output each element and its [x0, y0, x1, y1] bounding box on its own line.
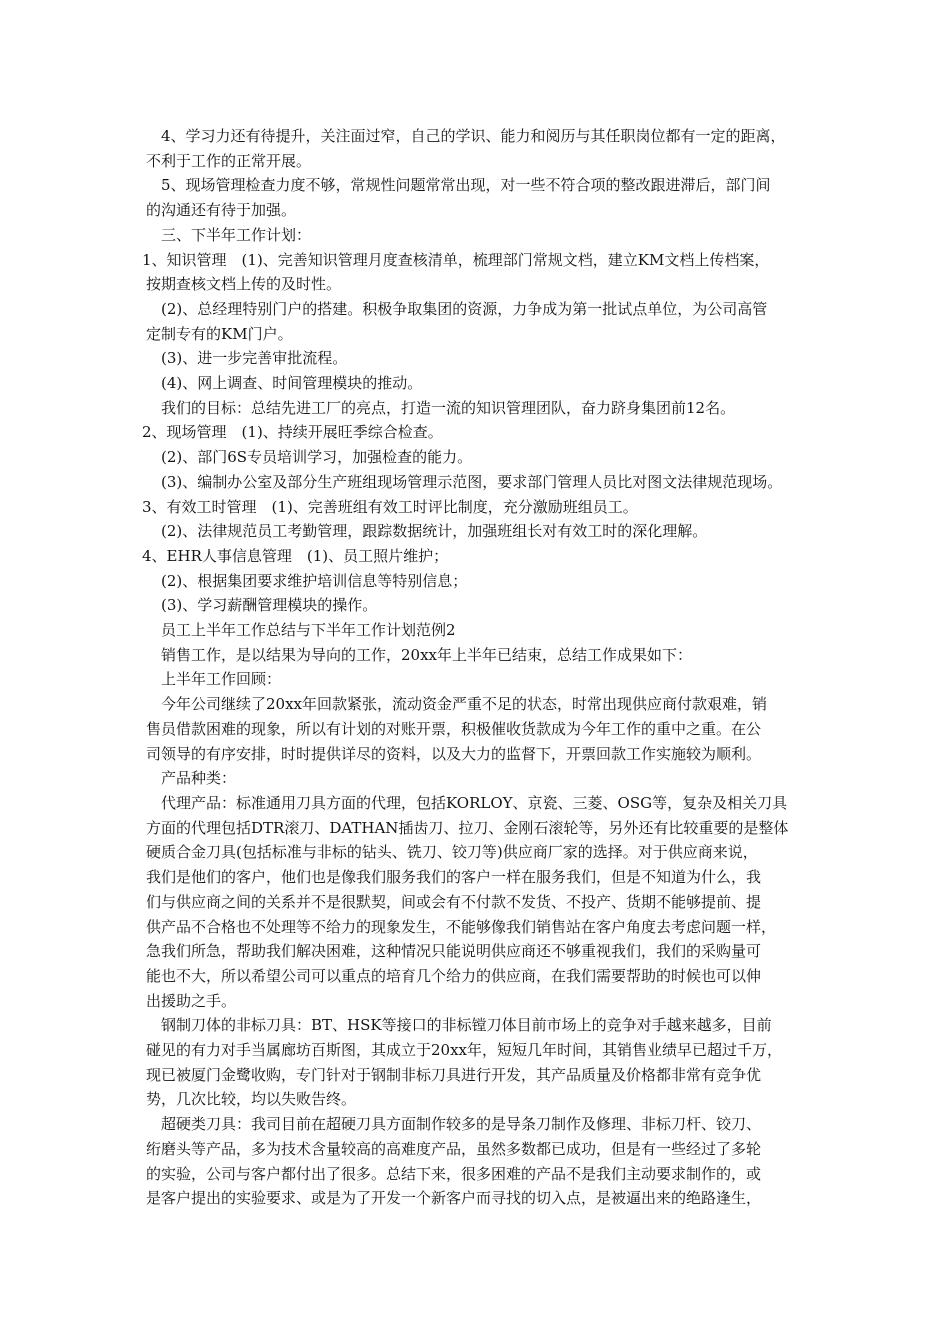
text-line: 司领导的有序安排，时时提供详尽的资料，以及大力的监督下，开票回款工作实施较为顺利。 [146, 744, 762, 763]
text-line: 上半年工作回顾： [161, 670, 282, 689]
text-line: 产品种类： [161, 769, 237, 788]
text-line: 4、EHR人事信息管理 (1)、员工照片维护； [142, 546, 449, 565]
text-line: 的实验，公司与客户都付出了很多。总结下来，很多困难的产品不是我们主动要求制作的，或 [146, 1164, 762, 1183]
text-line: 们与供应商之间的关系并不是很默契，间或会有不付款不发货、不投产、货期不能够提前、提 [146, 892, 762, 911]
text-line: 能也不大，所以希望公司可以重点的培育几个给力的供应商，在我们需要帮助的时候也可以伸 [146, 966, 762, 985]
text-line: 碰见的有力对手当属廊坊百斯图，其成立于20xx年，短短几年时间，其销售业绩早已超过千万， [146, 1041, 783, 1060]
text-line: 定制专有的KM门户。 [146, 324, 293, 343]
text-line: (4)、网上调查、时间管理模块的推动。 [161, 374, 423, 393]
text-line: (2)、根据集团要求维护培训信息等特别信息； [161, 571, 468, 590]
text-line: 的沟通还有待于加强。 [146, 201, 297, 220]
text-line: 出援助之手。 [146, 991, 237, 1010]
text-line: 硬质合金刀具(包括标准与非标的钻头、铣刀、铰刀等)供应商厂家的选择。对于供应商来说， [146, 843, 758, 862]
text-line: 我们的目标：总结先进工厂的亮点，打造一流的知识管理团队，奋力跻身集团前12名。 [161, 398, 736, 417]
text-line: 方面的代理包括DTR滚刀、DATHAN插齿刀、拉刀、金刚石滚轮等，另外还有比较重要的是整体 [146, 818, 789, 837]
text-line: 供产品不合格也不处理等不给力的现象发生，不能够像我们销售站在客户角度去考虑问题一样， [146, 917, 777, 936]
text-line: 代理产品：标准通用刀具方面的代理，包括KORLOY、京瓷、三菱、OSG等，复杂及相关刀具 [161, 793, 788, 812]
text-line: (2)、总经理特别门户的搭建。积极争取集团的资源，力争成为第一批试点单位，为公司高管 [161, 299, 768, 318]
text-line: 3、有效工时管理 (1)、完善班组有效工时评比制度，充分激励班组员工。 [142, 497, 638, 516]
text-line: (2)、法律规范员工考勤管理，跟踪数据统计，加强班组长对有效工时的深化理解。 [161, 522, 708, 541]
text-line: 1、知识管理 (1)、完善知识管理月度查核清单，梳理部门常规文档，建立KM文档上传档案， [142, 250, 770, 269]
text-line: 绗磨头等产品，多为技术含量较高的高难度产品，虽然多数都已成功，但是有一些经过了多轮 [146, 1139, 762, 1158]
text-line: (3)、进一步完善审批流程。 [161, 349, 348, 368]
text-line: 按期查核文档上传的及时性。 [146, 275, 342, 294]
text-line: 2、现场管理 (1)、持续开展旺季综合检查。 [142, 423, 443, 442]
document-body [142, 124, 826, 1211]
text-line: 超硬类刀具：我司目前在超硬刀具方面制作较多的是导条刀制作及修理、非标刀杆、铰刀、 [161, 1115, 762, 1134]
text-line: (3)、学习薪酬管理模块的操作。 [161, 596, 378, 615]
text-line: 势，几次比较，均以失败告终。 [146, 1090, 357, 1109]
text-line: 5、现场管理检查力度不够，常规性问题常常出现，对一些不符合项的整改跟进滞后，部门间 [161, 176, 771, 195]
text-line: (2)、部门6S专员培训学习，加强检查的能力。 [161, 448, 473, 467]
text-line: 我们是他们的客户，他们也是像我们服务我们的客户一样在服务我们，但是不知道为什么，我 [146, 868, 762, 887]
text-line: 售员借款困难的现象，所以有计划的对账开票，积极催收货款成为今年工作的重中之重。在公 [146, 719, 762, 738]
text-line: 三、下半年工作计划： [161, 225, 312, 244]
text-line: (3)、编制办公室及部分生产班组现场管理示范图，要求部门管理人员比对图文法律规范现场。 [161, 472, 783, 491]
text-line: 员工上半年工作总结与下半年工作计划范例2 [161, 621, 456, 640]
text-line: 现已被厦门金鹭收购，专门针对于钢制非标刀具进行开发，其产品质量及价格都非常有竞争优 [146, 1065, 762, 1084]
text-line: 销售工作，是以结果为导向的工作，20xx年上半年已结束，总结工作成果如下： [161, 645, 693, 664]
text-line: 钢制刀体的非标刀具：BT、HSK等接口的非标镗刀体目前市场上的竞争对手越来越多，目前 [161, 1016, 772, 1035]
text-line: 不利于工作的正常开展。 [146, 151, 312, 170]
text-line: 是客户提出的实验要求、或是为了开发一个新客户而寻找的切入点，是被逼出来的绝路逢生， [146, 1189, 762, 1208]
text-line: 急我们所急，帮助我们解决困难，这种情况只能说明供应商还不够重视我们，我们的采购量可 [146, 942, 762, 961]
text-line: 今年公司继续了20xx年回款紧张，流动资金严重不足的状态，时常出现供应商付款艰难，销 [161, 695, 768, 714]
text-line: 4、学习力还有待提升，关注面过窄，自己的学识、能力和阅历与其任职岗位都有一定的距离， [161, 127, 786, 145]
